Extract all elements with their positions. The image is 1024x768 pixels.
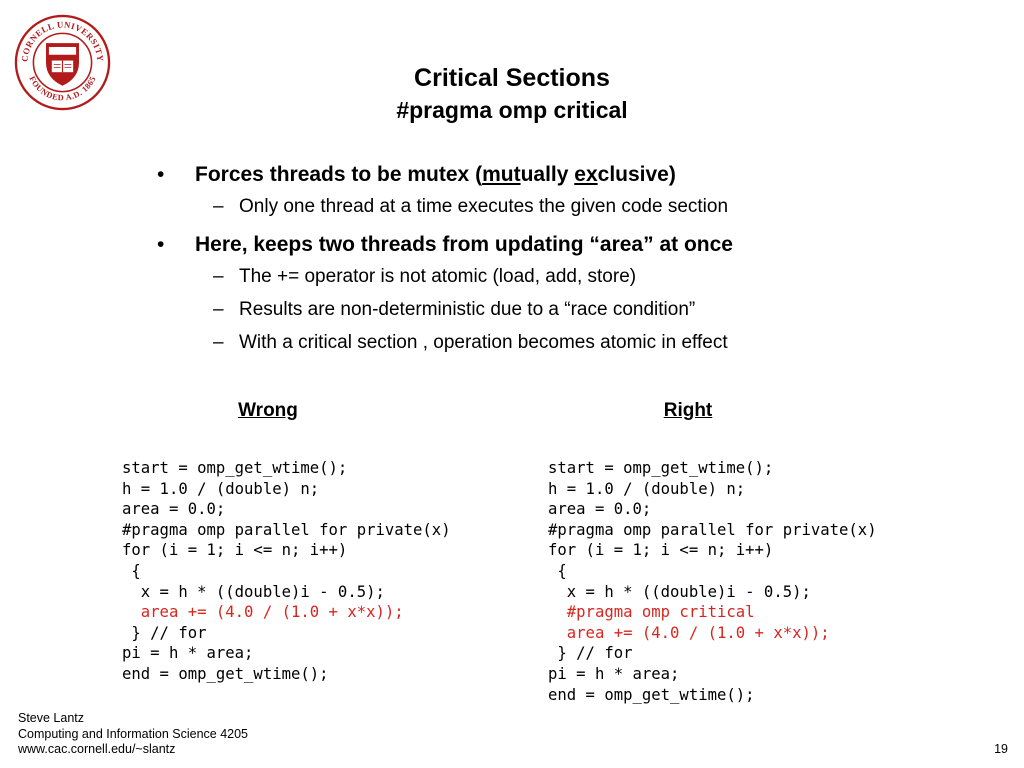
right-code-block [548,458,877,705]
footer-course: Computing and Information Science 4205 [18,726,249,741]
code-line: area = 0.0; [548,500,652,519]
code-line: x = h * ((double)i - 0.5); [548,582,811,601]
code-line: start = omp_get_wtime(); [122,459,348,477]
bullet-list [155,160,955,363]
bullet-dot: • [157,163,165,186]
code-line: pi = h * area; [548,664,680,683]
code-line: { [548,561,567,580]
code-line: h = 1.0 / (double) n; [122,479,320,498]
svg-text:FOUNDED A.D. 1865: FOUNDED A.D. 1865 [27,74,98,103]
footer [18,711,248,758]
code-line-highlight: area += (4.0 / (1.0 + x*x)); [548,623,830,642]
sub-bullet-race-condition: – Results are non-deterministic due to a “race condition” [155,297,955,323]
sub-bullet-dash: – [213,196,224,217]
page-number: 19 [994,742,1008,756]
svg-text:CORNELL UNIVERSITY: CORNELL UNIVERSITY [19,19,106,63]
code-line: x = h * ((double)i - 0.5); [122,582,385,601]
code-line: #pragma omp parallel for private(x) [122,520,451,539]
code-line: { [122,561,141,580]
code-line: } // for [548,644,633,663]
code-line: end = omp_get_wtime(); [548,685,755,704]
slide-subtitle: #pragma omp critical [396,97,628,123]
code-line: for (i = 1; i <= n; i++) [548,541,774,560]
sub-bullet-dash: – [213,332,224,353]
code-line: end = omp_get_wtime(); [122,664,329,683]
underline-mut: mut [482,163,521,186]
wrong-code-block [122,458,451,685]
wrong-heading: Wrong [238,400,298,421]
code-line: start = omp_get_wtime(); [548,459,774,477]
sub-bullet-dash: – [213,266,224,287]
right-heading: Right [663,400,713,421]
code-line-highlight: area += (4.0 / (1.0 + x*x)); [122,603,404,622]
bullet-mutex: • Forces threads to be mutex (mutually exclusive) [155,160,955,190]
sub-bullet-critical-section: – With a critical section , operation becomes atomic in effect [155,330,955,356]
sub-bullet-not-atomic: – The += operator is not atomic (load, add, store) [155,264,955,290]
bullet-dot: • [157,233,165,256]
code-line: } // for [122,623,207,642]
code-line: #pragma omp parallel for private(x) [548,520,877,539]
footer-url[interactable]: www.cac.cornell.edu/~slantz [18,742,176,756]
code-line: h = 1.0 / (double) n; [548,479,746,498]
footer-author: Steve Lantz [18,711,85,725]
sub-bullet-one-thread: – Only one thread at a time executes the given code section [155,194,955,220]
code-line: area = 0.0; [122,500,226,519]
bullet-two-threads: • Here, keeps two threads from updating “area” at once [155,230,955,260]
slide-title: Critical Sections [414,64,610,92]
code-line: for (i = 1; i <= n; i++) [122,541,348,560]
code-line-highlight: #pragma omp critical [548,603,755,622]
code-line: pi = h * area; [122,644,254,663]
underline-ex: ex [574,163,598,186]
sub-bullet-dash: – [213,299,224,320]
